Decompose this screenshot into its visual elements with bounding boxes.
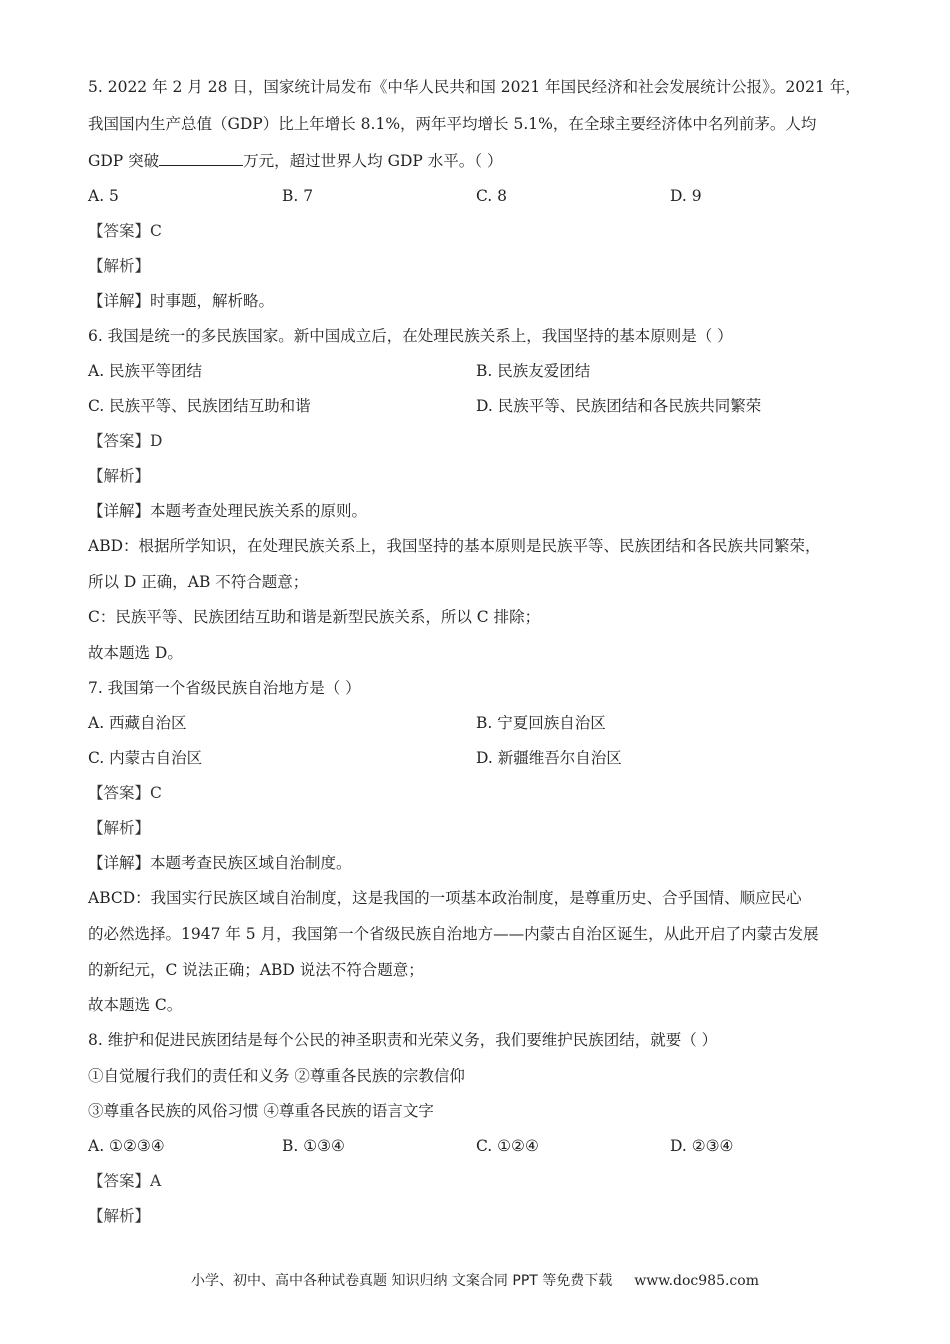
q7-detail-line-1: 【详解】本题考查民族区域自治制度。 [88, 854, 352, 872]
q5-stem-line-3 [88, 151, 502, 171]
q8-option-a: A. ①②③④ [88, 1137, 165, 1155]
fill-in-blank [159, 151, 243, 166]
q8-option-d: D. ②③④ [670, 1137, 734, 1155]
q5-analysis-label: 【解析】 [88, 257, 151, 275]
q5-option-a: A. 5 [88, 187, 119, 205]
q6-option-a: A. 民族平等团结 [88, 362, 203, 380]
q5-detail: 【详解】时事题，解析略。 [88, 292, 275, 310]
footer-text: 小学、初中、高中各种试卷真题 知识归纳 文案合同 PPT 等免费下载 [191, 1273, 613, 1289]
q6-option-c: C. 民族平等、民族团结互助和谐 [88, 397, 311, 415]
q6-detail-line-5: 故本题选 D。 [88, 644, 183, 662]
q8-statements-line-2: ③尊重各民族的风俗习惯 ④尊重各民族的语言文字 [88, 1102, 434, 1120]
q7-stem: 7. 我国第一个省级民族自治地方是（ ） [88, 679, 361, 697]
q5-stem-line-3-end: 万元，超过世界人均 GDP 水平。（ ） [243, 152, 503, 170]
q7-detail-line-4: 的新纪元，C 说法正确；ABD 说法不符合题意； [88, 961, 424, 979]
q6-option-d: D. 民族平等、民族团结和各民族共同繁荣 [476, 397, 762, 415]
q7-analysis-label: 【解析】 [88, 819, 151, 837]
q5-answer: 【答案】C [88, 222, 162, 240]
q8-answer: 【答案】A [88, 1172, 162, 1190]
q7-option-d: D. 新疆维吾尔自治区 [476, 749, 622, 767]
q5-stem-line-1: 5. 2022 年 2 月 28 日，国家统计局发布《中华人民共和国 2021 年国民经济和社会发展统计公报》。2021 年， [88, 78, 861, 96]
q6-detail-line-2: ABD：根据所学知识，在处理民族关系上，我国坚持的基本原则是民族平等、民族团结和各民族共同繁荣， [88, 537, 821, 555]
q5-option-b: B. 7 [282, 187, 314, 205]
q5-option-d: D. 9 [670, 187, 702, 205]
q7-detail-line-3: 的必然选择。1947 年 5 月，我国第一个省级民族自治地方——内蒙古自治区诞生，从此开启了内蒙古发展 [88, 925, 819, 943]
q5-stem-line-3-start: GDP 突破 [88, 152, 160, 170]
q7-detail-line-2: ABCD：我国实行民族区域自治制度，这是我国的一项基本政治制度，是尊重历史、合乎国情、顺应民心 [88, 889, 802, 907]
q6-detail-line-3: 所以 D 正确，AB 不符合题意； [88, 573, 309, 591]
q8-stem: 8. 维护和促进民族团结是每个公民的神圣职责和光荣义务，我们要维护民族团结，就要（ ） [88, 1031, 718, 1049]
q6-option-b: B. 民族友爱团结 [476, 362, 591, 380]
q7-detail-line-5: 故本题选 C。 [88, 996, 183, 1014]
q7-option-a: A. 西藏自治区 [88, 714, 187, 732]
q6-detail-line-1: 【详解】本题考查处理民族关系的原则。 [88, 502, 368, 520]
q6-stem: 6. 我国是统一的多民族国家。新中国成立后，在处理民族关系上，我国坚持的基本原则是（ ） [88, 327, 733, 345]
q7-option-b: B. 宁夏回族自治区 [476, 714, 606, 732]
q8-option-c: C. ①②④ [476, 1137, 539, 1155]
q6-answer: 【答案】D [88, 432, 163, 450]
q8-statements-line-1: ①自觉履行我们的责任和义务 ②尊重各民族的宗教信仰 [88, 1067, 465, 1085]
q5-stem-line-2: 我国国内生产总值（GDP）比上年增长 8.1%，两年平均增长 5.1%，在全球主要经济体中名列前茅。人均 [88, 115, 817, 133]
q7-answer: 【答案】C [88, 784, 162, 802]
footer-url[interactable]: www.doc985.com [634, 1273, 759, 1289]
page-footer [0, 1270, 950, 1290]
q6-detail-line-4: C：民族平等、民族团结互助和谐是新型民族关系，所以 C 排除； [88, 608, 541, 626]
q5-option-c: C. 8 [476, 187, 508, 205]
q6-analysis-label: 【解析】 [88, 467, 151, 485]
q7-option-c: C. 内蒙古自治区 [88, 749, 203, 767]
q8-option-b: B. ①③④ [282, 1137, 345, 1155]
q8-analysis-label: 【解析】 [88, 1207, 151, 1225]
